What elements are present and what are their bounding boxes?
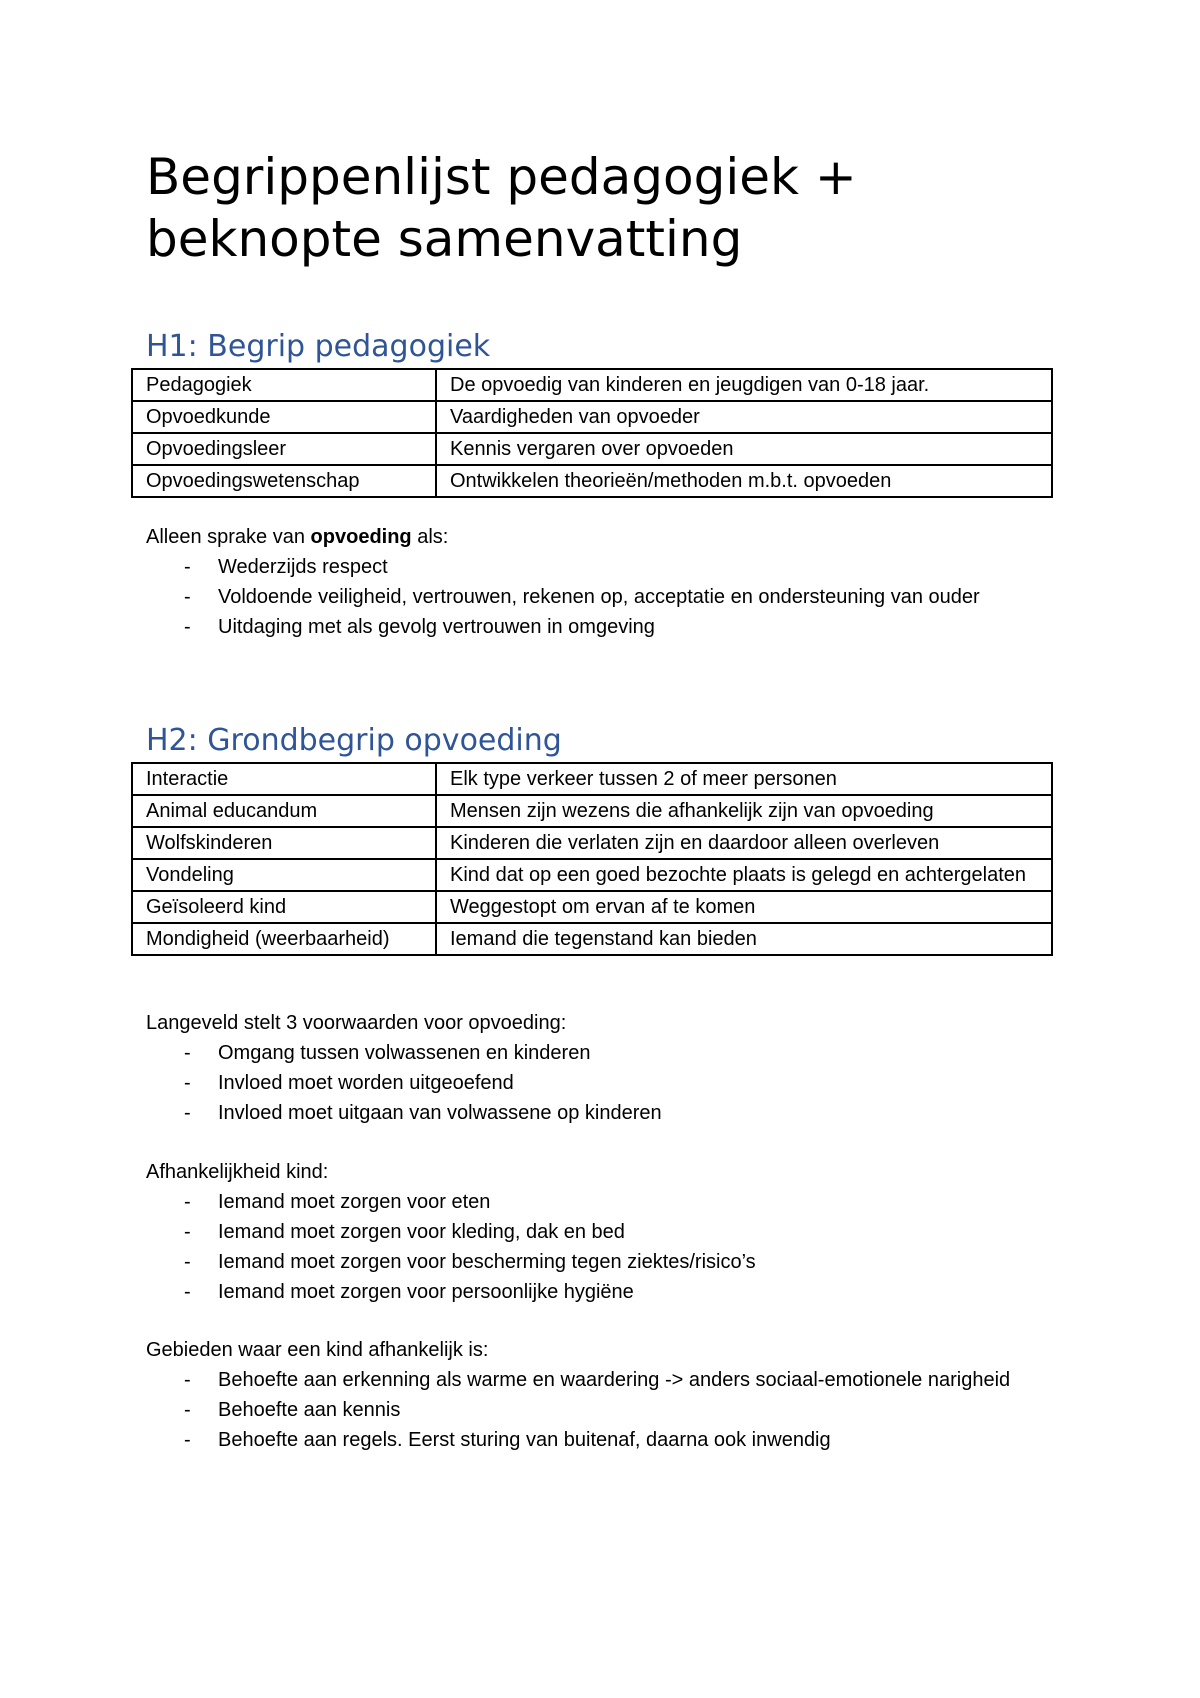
- list-item-text: Voldoende veiligheid, vertrouwen, rekenen op, acceptatie en ondersteuning van ouder: [218, 586, 980, 608]
- intro-text: als:: [411, 526, 449, 548]
- definition-cell: De opvoedig van kinderen en jeugdigen van 0-18 jaar.: [436, 369, 1052, 401]
- section-heading-h1: H1: Begrip pedagogiek: [146, 329, 491, 364]
- table-row: [132, 763, 1052, 795]
- langeveld-intro: Langeveld stelt 3 voorwaarden voor opvoeding:: [146, 1012, 567, 1034]
- dash-bullet: -: [184, 1369, 191, 1391]
- table-row: [132, 369, 1052, 401]
- list-item: [146, 1098, 1046, 1128]
- dash-bullet: -: [184, 1281, 191, 1303]
- list-item-text: Uitdaging met als gevolg vertrouwen in omgeving: [218, 616, 655, 638]
- list-item-text: Iemand moet zorgen voor kleding, dak en bed: [218, 1221, 625, 1243]
- afhankelijkheid-kind: [146, 1157, 1046, 1307]
- intro-text: Alleen sprake van: [146, 526, 311, 548]
- list-item-text: Behoefte aan erkenning als warme en waardering -> anders sociaal-emotionele narigheid: [218, 1369, 1011, 1391]
- list-item: [146, 1277, 1046, 1307]
- table-row: [132, 923, 1052, 955]
- list-item: [146, 1217, 1046, 1247]
- term-cell: Opvoedkunde: [132, 401, 436, 433]
- term-cell: Mondigheid (weerbaarheid): [132, 923, 436, 955]
- dash-bullet: -: [184, 1221, 191, 1243]
- gebieden-intro: Gebieden waar een kind afhankelijk is:: [146, 1339, 489, 1361]
- dash-bullet: -: [184, 1429, 191, 1451]
- definition-cell: Elk type verkeer tussen 2 of meer personen: [436, 763, 1052, 795]
- list-item-text: Behoefte aan regels. Eerst sturing van buitenaf, daarna ook inwendig: [218, 1429, 831, 1451]
- definition-cell: Weggestopt om ervan af te komen: [436, 891, 1052, 923]
- definition-cell: Mensen zijn wezens die afhankelijk zijn van opvoeding: [436, 795, 1052, 827]
- term-cell: Interactie: [132, 763, 436, 795]
- list-item: [146, 1247, 1046, 1277]
- term-cell: Opvoedingswetenschap: [132, 465, 436, 497]
- dash-bullet: -: [184, 1102, 191, 1124]
- opvoeding-intro: [146, 522, 1046, 552]
- afhankelijkheid-intro: Afhankelijkheid kind:: [146, 1161, 329, 1183]
- dash-bullet: -: [184, 1042, 191, 1064]
- dash-bullet: -: [184, 586, 191, 608]
- list-item-text: Invloed moet worden uitgeoefend: [218, 1072, 514, 1094]
- bullet-list: [146, 1038, 1046, 1128]
- definition-cell: Ontwikkelen theorieën/methoden m.b.t. opvoeden: [436, 465, 1052, 497]
- list-item-text: Behoefte aan kennis: [218, 1399, 401, 1421]
- table-row: [132, 433, 1052, 465]
- gebieden-afhankelijk: [146, 1335, 1046, 1455]
- list-item: [146, 582, 1046, 612]
- table-row: [132, 859, 1052, 891]
- list-item: [146, 552, 1046, 582]
- langeveld-conditions: [146, 1008, 1046, 1128]
- list-item: [146, 612, 1046, 642]
- dash-bullet: -: [184, 1191, 191, 1213]
- list-item: [146, 1187, 1046, 1217]
- term-cell: Pedagogiek: [132, 369, 436, 401]
- terms-table-h2: [131, 762, 1053, 956]
- list-item-text: Iemand moet zorgen voor eten: [218, 1191, 491, 1213]
- bullet-list: [146, 1365, 1046, 1455]
- term-cell: Wolfskinderen: [132, 827, 436, 859]
- table-row: [132, 891, 1052, 923]
- list-item-text: Omgang tussen volwassenen en kinderen: [218, 1042, 591, 1064]
- dash-bullet: -: [184, 556, 191, 578]
- table-row: [132, 465, 1052, 497]
- table-row: [132, 795, 1052, 827]
- table-row: [132, 401, 1052, 433]
- term-cell: Geïsoleerd kind: [132, 891, 436, 923]
- bullet-list: [146, 552, 1046, 642]
- intro-bold-term: opvoeding: [310, 526, 412, 548]
- bullet-list: [146, 1187, 1046, 1307]
- table-row: [132, 827, 1052, 859]
- terms-table-h1: [131, 368, 1053, 498]
- list-item: [146, 1068, 1046, 1098]
- definition-cell: Kind dat op een goed bezochte plaats is gelegd en achtergelaten: [436, 859, 1052, 891]
- dash-bullet: -: [184, 616, 191, 638]
- opvoeding-conditions: [146, 522, 1046, 642]
- list-item: [146, 1425, 1046, 1455]
- definition-cell: Kinderen die verlaten zijn en daardoor alleen overleven: [436, 827, 1052, 859]
- definition-cell: Iemand die tegenstand kan bieden: [436, 923, 1052, 955]
- dash-bullet: -: [184, 1399, 191, 1421]
- term-cell: Vondeling: [132, 859, 436, 891]
- list-item: [146, 1038, 1046, 1068]
- definition-cell: Vaardigheden van opvoeder: [436, 401, 1052, 433]
- term-cell: Opvoedingsleer: [132, 433, 436, 465]
- definition-cell: Kennis vergaren over opvoeden: [436, 433, 1052, 465]
- list-item-text: Iemand moet zorgen voor persoonlijke hygiëne: [218, 1281, 634, 1303]
- list-item: [146, 1365, 1046, 1395]
- list-item-text: Iemand moet zorgen voor bescherming tegen ziektes/risico’s: [218, 1251, 756, 1273]
- document-title: Begrippenlijst pedagogiek + beknopte samenvatting: [146, 148, 857, 268]
- section-heading-h2: H2: Grondbegrip opvoeding: [146, 723, 562, 758]
- dash-bullet: -: [184, 1072, 191, 1094]
- list-item-text: Wederzijds respect: [218, 556, 388, 578]
- term-cell: Animal educandum: [132, 795, 436, 827]
- dash-bullet: -: [184, 1251, 191, 1273]
- list-item: [146, 1395, 1046, 1425]
- list-item-text: Invloed moet uitgaan van volwassene op kinderen: [218, 1102, 662, 1124]
